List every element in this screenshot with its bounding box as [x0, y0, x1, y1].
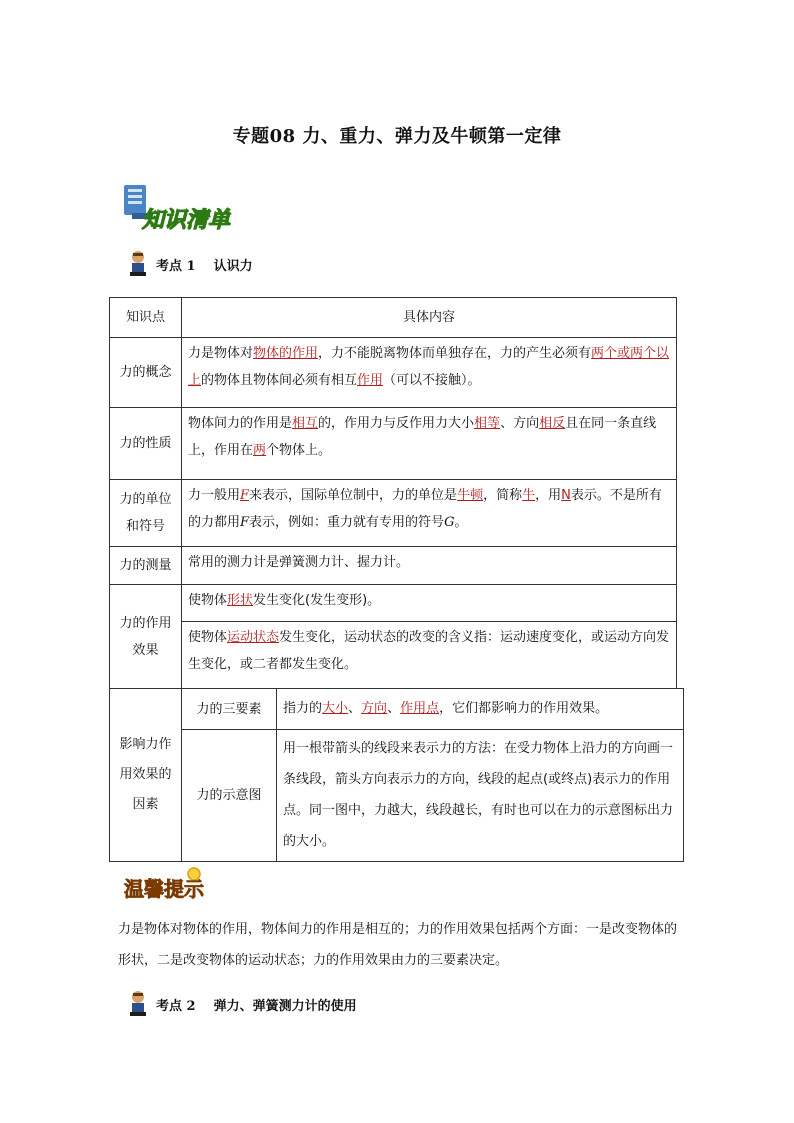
header-point: 知识点 — [109, 297, 182, 338]
exam-point-1-label: 考点 1 认识力 — [156, 258, 253, 274]
row-label-factors: 影响力作用效果的因素 — [109, 688, 182, 862]
row-content-measure: 常用的测力计是弹簧测力计、握力计。 — [181, 546, 677, 585]
knowledge-list-text: 知识清单 — [142, 207, 231, 233]
row-content-property: 物体间力的作用是相互的，作用力与反作用力大小相等、方向相反且在同一条直线上，作用在两个物体上。 — [181, 407, 677, 480]
row-label-property: 力的性质 — [109, 407, 182, 480]
warm-tip-text: 温馨提示 — [124, 877, 204, 901]
row-label-measure: 力的测量 — [109, 546, 182, 585]
teacher-icon — [128, 990, 148, 1018]
row-sublabel-three-elements: 力的三要素 — [181, 688, 277, 730]
row-content-three-elements: 指力的大小、方向、作用点，它们都影响力的作用效果。 — [276, 688, 684, 730]
row-content-diagram: 用一根带箭头的线段来表示力的方法：在受力物体上沿力的方向画一条线段，箭头方向表示力的方向，线段的起点(或终点)表示力的作用点。同一图中，力越大，线段越长，有时也可以在力的示意图标出力的大小。 — [276, 729, 684, 862]
row-content-effect-motion: 使物体运动状态发生变化，运动状态的改变的含义指：运动速度变化，或运动方向发生变化，或二者都发生变化。 — [181, 621, 677, 689]
row-sublabel-diagram: 力的示意图 — [181, 729, 277, 862]
row-label-concept: 力的概念 — [109, 337, 182, 408]
row-label-unit: 力的单位和符号 — [109, 479, 182, 547]
row-label-effect: 力的作用效果 — [109, 584, 182, 689]
exam-point-2-label: 考点 2 弹力、弹簧测力计的使用 — [156, 998, 357, 1014]
header-content: 具体内容 — [181, 297, 677, 338]
warm-tip-badge — [122, 866, 212, 904]
row-content-effect-shape: 使物体形状发生变化(发生变形)。 — [181, 584, 677, 622]
teacher-icon — [128, 250, 148, 278]
exam-point-2 — [128, 990, 357, 1018]
tip-paragraph: 力是物体对物体的作用，物体间力的作用是相互的；力的作用效果包括两个方面：一是改变物体的形状，二是改变物体的运动状态；力的作用效果由力的三要素决定。 — [118, 922, 678, 968]
exam-point-1 — [128, 250, 253, 278]
row-content-concept: 力是物体对物体的作用，力不能脱离物体而单独存在，力的产生必须有两个或两个以上的物体且物体间必须有相互作用（可以不接触）。 — [181, 337, 677, 408]
page-title: 专题08 力、重力、弹力及牛顿第一定律 — [232, 126, 562, 147]
knowledge-list-badge — [122, 183, 240, 233]
row-content-unit: 力一般用F来表示，国际单位制中，力的单位是牛顿，简称牛，用N表示。不是所有的力都用F表示，例如：重力就有专用的符号G。 — [181, 479, 677, 547]
